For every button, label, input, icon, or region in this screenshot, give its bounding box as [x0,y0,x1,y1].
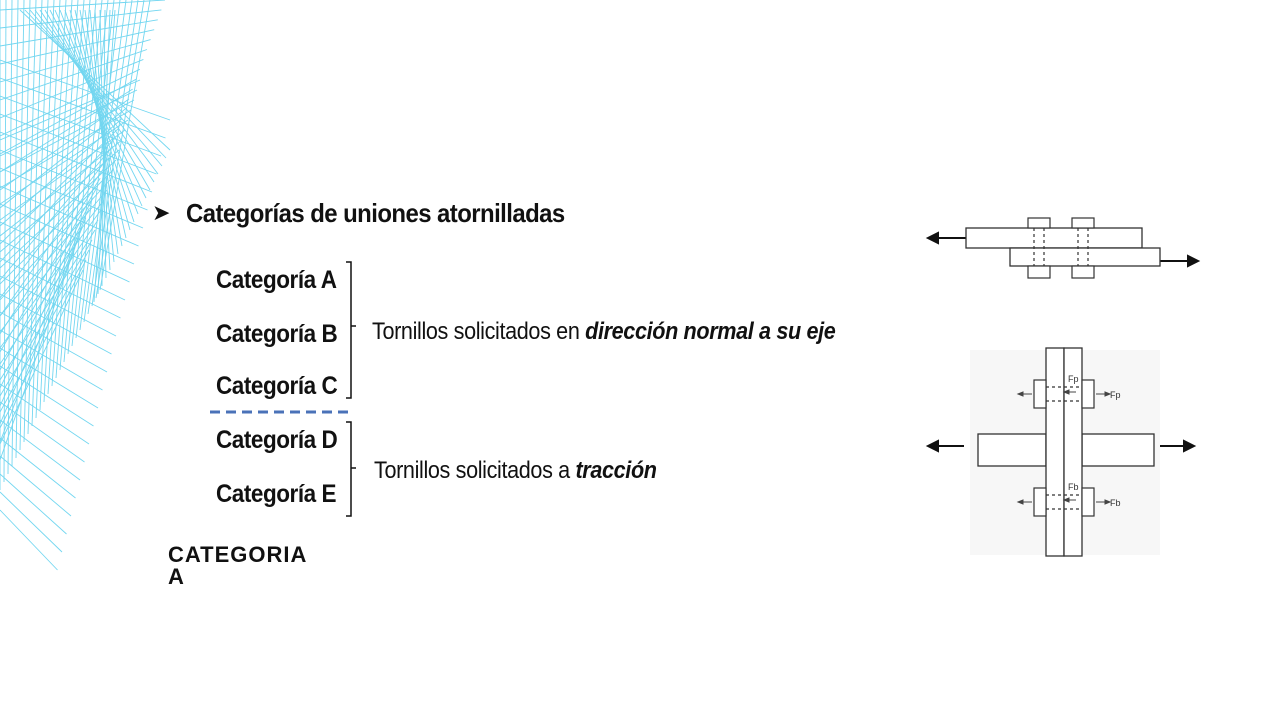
bracket-normal [346,262,356,398]
right-stem [1082,434,1154,466]
bracket-traction [346,422,356,516]
lower-plate [1010,248,1160,266]
force-label-fp-right-upper: Fp [1110,390,1121,400]
force-label-fp-upper: Fp [1068,374,1079,384]
bolt-head-1 [1028,218,1050,228]
category-b: Categoría B [216,320,338,348]
wireframe-decoration [0,0,180,500]
bolt-nut-1 [1028,266,1050,278]
category-d: Categoría D [216,426,338,454]
bolt-upper-nut [1082,380,1094,408]
left-tension-arrow-icon [928,441,964,451]
force-label-fb-right-lower: Fb [1110,498,1121,508]
cut-off-text [168,542,308,589]
bolt-upper-head [1034,380,1046,408]
category-c: Categoría C [216,372,338,400]
arrowhead-bullet-icon: ➤ [152,201,171,226]
cut-off-text-label: CATEGORIA A [168,542,307,589]
description-traction [374,457,657,485]
shear-joint-diagram [920,210,1210,300]
slide-heading [152,198,598,229]
upper-plate [966,228,1142,248]
force-label-fb-lower: Fb [1068,482,1079,492]
description-traction-emphasis: tracción [575,457,657,484]
description-traction-text: Tornillos solicitados a [374,457,576,484]
left-flange [1046,348,1064,556]
bolt-lower-head [1034,488,1046,516]
left-stem [978,434,1046,466]
bolt-head-2 [1072,218,1094,228]
description-normal-text: Tornillos solicitados en [372,318,586,345]
heading-text: Categorías de uniones atornilladas [186,198,565,228]
category-brackets [200,250,370,530]
bolt-lower-nut [1082,488,1094,516]
description-normal-emphasis: dirección normal a su eje [585,318,836,345]
category-e: Categoría E [216,480,337,508]
description-normal [372,318,835,346]
right-tension-arrow-icon [1160,441,1194,451]
tension-joint-diagram [920,340,1210,565]
category-a: Categoría A [216,266,337,294]
bolt-nut-2 [1072,266,1094,278]
